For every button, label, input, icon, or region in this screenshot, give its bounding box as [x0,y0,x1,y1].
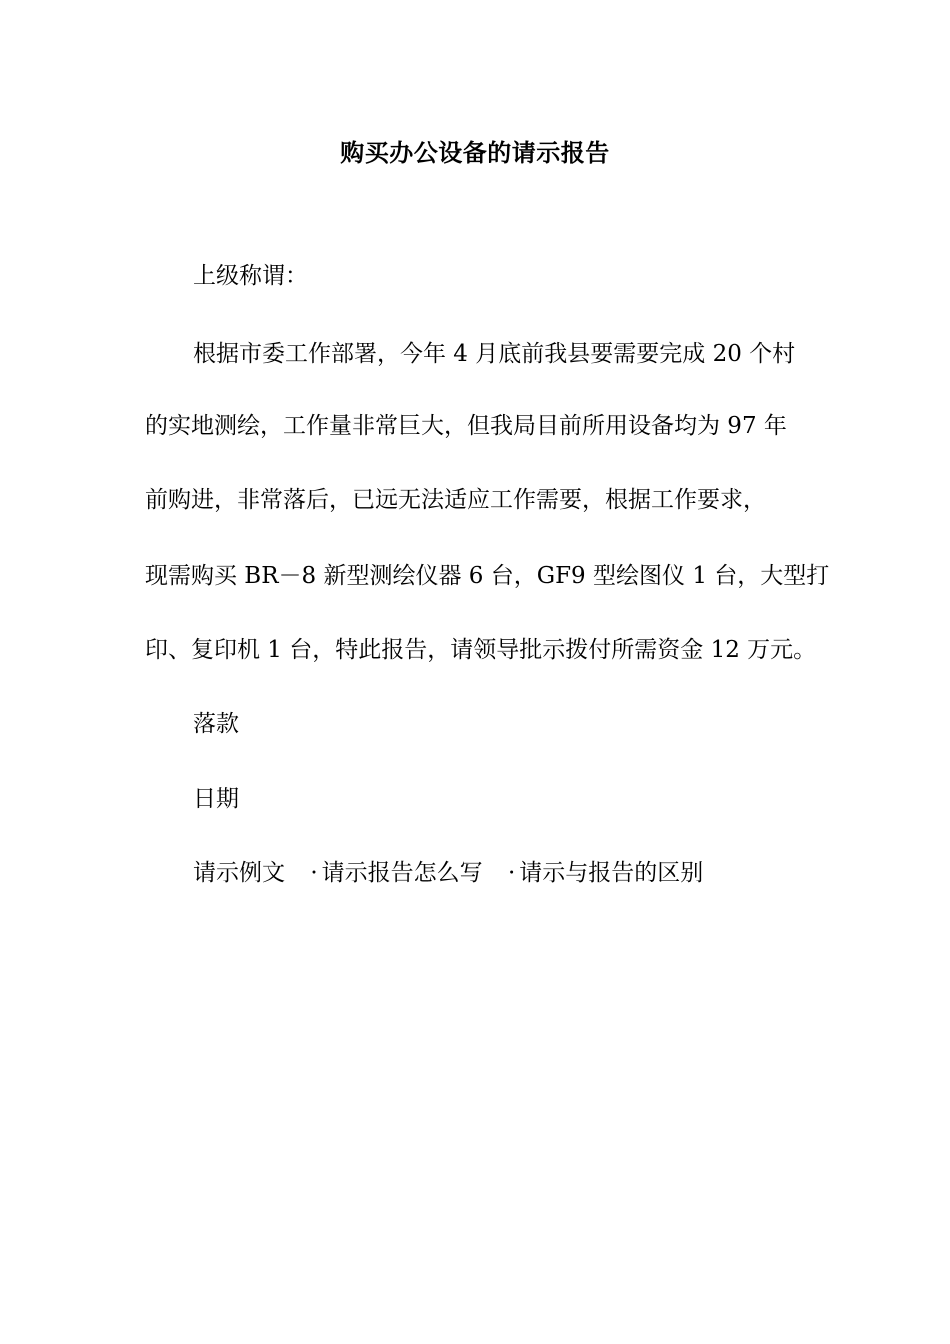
related-link-label: 请示与报告的区别 [519,860,704,886]
body-line-4: 现需购买 BR－8 新型测绘仪器 6 台，GF9 型绘图仪 1 台，大型打 [145,563,830,589]
document-title: 购买办公设备的请示报告 [340,138,610,167]
bullet-icon: · [310,860,318,886]
signoff: 落款 [193,711,239,737]
bullet-icon: · [507,860,516,886]
related-link-how-to-write[interactable] [310,855,482,891]
salutation: 上级称谓： [193,263,308,289]
date-line: 日期 [193,786,239,812]
body-line-1: 根据市委工作部署，今年 4 月底前我县要需要完成 20 个村 [193,341,796,367]
related-link-difference[interactable] [508,855,703,891]
body-line-2: 的实地测绘，工作量非常巨大，但我局目前所用设备均为 97 年 [145,413,787,439]
related-links-lead: 请示例文 [193,860,285,886]
related-link-label: 请示报告怎么写 [321,860,483,886]
related-links [193,855,703,891]
body-line-3: 前购进，非常落后，已远无法适应工作需要，根据工作要求， [145,487,766,513]
body-line-5: 印、复印机 1 台，特此报告，请领导批示拨付所需资金 12 万元。 [145,637,817,663]
